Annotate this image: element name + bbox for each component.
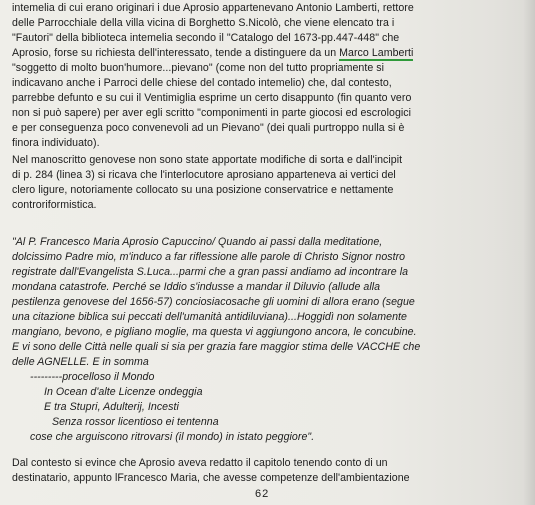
text-line bbox=[12, 296, 415, 308]
text-line-content: una citazione biblica sui peccati dell'umanità antidiluviana)...Hoggidì non solamente bbox=[12, 311, 407, 323]
text-line bbox=[12, 199, 97, 211]
text-line-content: ---------procelloso il Mondo bbox=[30, 371, 155, 383]
page-number: 62 bbox=[255, 488, 270, 500]
text-line-content: mangiano, bevono, e pigliano moglie, ma questa vi aggiungono ancora, le concubine. bbox=[12, 326, 417, 338]
text-line-content: Aprosio, forse su richiesta dell'interessato, tende a distinguere da un bbox=[12, 47, 340, 59]
highlighted-name: Marco Lamberti bbox=[339, 47, 414, 59]
text-line bbox=[12, 169, 396, 181]
text-line bbox=[12, 47, 413, 59]
text-line-content: e per conseguenza poco convenevoli ad un Pievano" (dei quali purtroppo nulla si è bbox=[12, 122, 405, 134]
text-line-content: clero ligure, notoriamente collocato su una posizione conservatrice e nettamente bbox=[12, 184, 394, 196]
text-line bbox=[12, 2, 414, 14]
text-line bbox=[12, 472, 410, 484]
text-line bbox=[12, 326, 417, 338]
text-line-content: delle AGNELLE. E in somma bbox=[12, 356, 149, 368]
page-edge-shadow bbox=[523, 0, 535, 505]
text-line bbox=[12, 311, 407, 323]
text-line bbox=[44, 401, 179, 413]
text-line bbox=[12, 92, 411, 104]
text-line-content: In Ocean d'alte Licenze ondeggia bbox=[44, 386, 203, 398]
text-line-content: finora individuato). bbox=[12, 137, 100, 149]
text-line bbox=[30, 371, 154, 383]
text-line-content: indicavano anche i Parroci delle chiese del contado intemelio) che, dal contesto, bbox=[12, 77, 392, 89]
text-line bbox=[12, 32, 399, 44]
text-line-content: Nel manoscritto genovese non sono state apportate modifiche di sorta e dall'incipit bbox=[12, 154, 403, 166]
text-line-content: delle Parrocchiale della villa vicina di Borghetto S.Nicolò, che viene elencato tra i bbox=[12, 17, 395, 29]
text-line bbox=[12, 122, 404, 134]
text-line-content: intemelia di cui erano originari i due Aprosio appartenevano Antonio Lamberti, rettore bbox=[12, 2, 414, 14]
text-line bbox=[12, 184, 393, 196]
text-line bbox=[12, 77, 392, 89]
text-line bbox=[12, 341, 420, 353]
text-line bbox=[30, 431, 314, 443]
text-line-content: controriformistica. bbox=[12, 199, 97, 211]
text-line bbox=[12, 281, 380, 293]
text-line-content: Dal contesto si evince che Aprosio aveva redatto il capitolo tenendo conto di un bbox=[12, 457, 388, 469]
text-line bbox=[12, 356, 149, 368]
text-line bbox=[12, 154, 402, 166]
text-line-content: "Fautori" della biblioteca intemelia secondo il "Catalogo del 1673-pp.447-448" che bbox=[12, 32, 400, 44]
text-line bbox=[12, 266, 408, 278]
text-line-content: Senza rossor licentioso ei tentenna bbox=[52, 416, 219, 428]
text-line-content: dolcissimo Padre mio, m'induco a far riflessione alle parole di Christo Signor nostro bbox=[12, 251, 406, 263]
text-line bbox=[12, 17, 394, 29]
text-line-content: pestilenza genovese del 1656-57) conciosiacosache gli uomini di allora erano (segue bbox=[12, 296, 415, 308]
text-line bbox=[12, 137, 100, 149]
text-line-content: mondana catastrofe. Perché se Iddio s'indusse a mandar il Diluvio (allude alla bbox=[12, 281, 381, 293]
text-line-content: E vi sono delle Città nelle quali si sia per grazia fare maggior stima delle VACCHE che bbox=[12, 341, 421, 353]
text-line bbox=[12, 107, 411, 119]
text-line-content: "soggetto di molto buon'humore...pievano" (come non del tutto propriamente si bbox=[12, 62, 385, 74]
text-line-content: E tra Stupri, Adulterij, Incesti bbox=[44, 401, 179, 413]
text-line-content: destinatario, appunto lFrancesco Maria, che avesse competenze dell'ambientazione bbox=[12, 472, 410, 484]
text-line-content: cose che arguiscono ritrovarsi (il mondo) in istato peggiore". bbox=[30, 431, 315, 443]
text-line bbox=[12, 236, 382, 248]
text-line bbox=[12, 457, 388, 469]
text-line-content: "Al P. Francesco Maria Aprosio Capuccino/ Quando ai passi dalla meditatione, bbox=[12, 236, 383, 248]
text-line-content: registrate dall'Evangelista S.Luca...parmi che a gran passi andiamo ad incontrare la bbox=[12, 266, 409, 278]
text-line bbox=[44, 386, 203, 398]
text-line-content: non si può sapere) per aver egli scritto "componimenti in parte giocosi ed escrologici bbox=[12, 107, 412, 119]
text-line bbox=[52, 416, 219, 428]
text-line bbox=[12, 251, 405, 263]
text-line bbox=[12, 62, 384, 74]
text-line-content: parrebbe defunto e su cui il Ventimiglia esprime un certo disappunto (fin quanto vero bbox=[12, 92, 412, 104]
text-line-content: di p. 284 (linea 3) si ricava che l'interlocutore aprosiano apparteneva ai vertici del bbox=[12, 169, 396, 181]
